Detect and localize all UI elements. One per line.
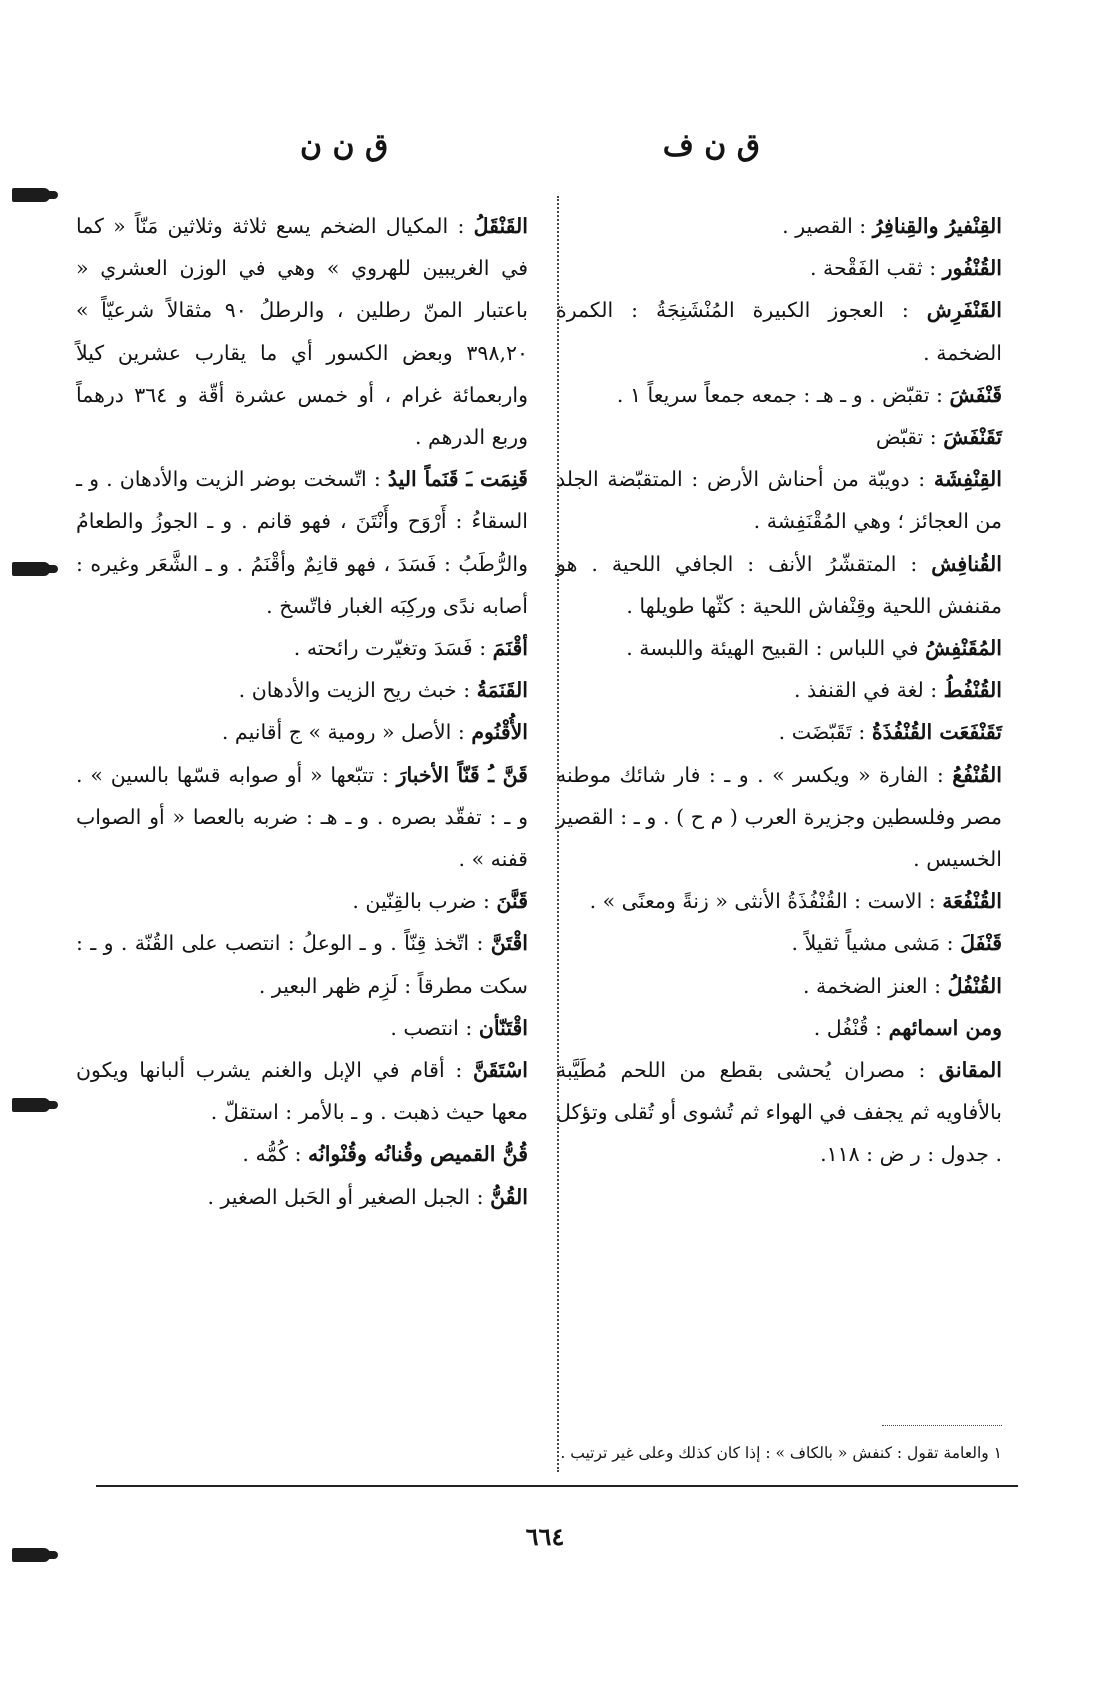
entry-definition: : انتصب . <box>390 1015 473 1040</box>
entry-headword: تَقَنْفَشَ <box>943 425 1002 450</box>
entry-headword: القِنْفيرُ والقِنافِرُ <box>872 214 1002 238</box>
entry-definition: : المتقشّرُ الأنف : الجافي اللحية . هو مقنفش اللحية وقِنْفاش اللحية : كثّها طويلها . <box>556 551 1002 618</box>
dictionary-entry <box>556 711 1002 753</box>
entry-headword: القُنُّ <box>490 1184 528 1209</box>
dictionary-entry <box>76 1176 528 1218</box>
entry-headword: القُنْفُعَة <box>942 889 1002 914</box>
page-number: ٦٦٤ <box>525 1522 565 1551</box>
dictionary-entry <box>76 1133 528 1175</box>
dictionary-entry <box>76 754 528 881</box>
dictionary-entry <box>76 627 528 669</box>
dictionary-entry <box>556 205 1002 247</box>
entry-headword: القُنْفُور <box>942 256 1002 281</box>
entry-definition: : الأصل « رومية » ج أقانيم . <box>221 720 465 745</box>
entry-headword: القُنْفُعُ <box>952 762 1002 787</box>
entry-headword: قَنْفَشَ <box>949 382 1002 407</box>
entry-headword: القُنْفُلُ <box>947 973 1002 998</box>
dictionary-entry <box>556 458 1002 542</box>
entry-definition: : ثقب الفَقْحة . <box>810 256 937 281</box>
dictionary-entry <box>556 669 1002 711</box>
entry-headword: المُقَنْفِشُ <box>925 636 1002 661</box>
entry-headword: قَنَّنَ <box>496 889 528 914</box>
scan-edge-mark <box>12 1098 50 1112</box>
dictionary-entry <box>76 880 528 922</box>
entry-definition: : الاست : القُنْفُذَةُ الأنثى « زنةً ومعنًى » . <box>589 889 936 914</box>
dictionary-entry <box>556 416 1002 458</box>
bottom-rule <box>96 1485 1018 1487</box>
dictionary-entry <box>556 289 1002 373</box>
entry-definition: : دويبّة من أحناش الأرض : المتقبّضة الجلد من العجائز ؛ وهي المُقْنَفِشة . <box>556 467 1002 534</box>
entry-definition: : تقبّض <box>875 425 937 450</box>
scan-edge-mark <box>12 1548 50 1562</box>
entry-headword: قَنِمَت ـَ قَنَماً اليدُ <box>387 467 528 492</box>
entry-headword: ومن اسمائهم <box>888 1015 1002 1040</box>
entry-definition: : القصير . <box>782 214 867 238</box>
dictionary-entry <box>556 880 1002 922</box>
entry-headword: المقانق <box>938 1058 1002 1083</box>
left-column <box>76 205 528 1218</box>
entry-headword: القُنْفُطُ <box>943 678 1002 703</box>
dictionary-entry <box>556 922 1002 964</box>
dictionary-entry <box>556 754 1002 881</box>
entry-definition: : قُنْفُل . <box>813 1015 883 1040</box>
entry-definition: في اللباس : القبيح الهيئة واللبسة . <box>626 636 919 661</box>
entry-headword: اسْتَقَنَّ <box>472 1058 528 1083</box>
entry-headword: قَنَّ ـُ قَنّاً الأخبارَ <box>396 762 528 787</box>
entry-headword: أقْنَمَ <box>492 636 528 661</box>
dictionary-entry <box>556 247 1002 289</box>
entry-definition: : العجوز الكبيرة المُنْشَنِجَةُ : الكمرة الضخمة . <box>556 298 1002 365</box>
entry-definition: : مَشى مشياً ثقيلاً . <box>791 931 954 956</box>
entry-headword: تَقَنْفَعَت القُنْفُذَةُ <box>871 720 1002 745</box>
entry-definition: : المكيال الضخم يسع ثلاثة وثلاثين مَنّاً « كما في الغريبين للهروي » وهي في الوزن العشري « باعتبار المنّ رطلين ، والرطلُ ٩٠ مثقالاً شرعيّاً » ٣٩٨,٢٠ وبعض الكسور أي ما يقارب عشرين كيلاً واربعمائة غرام ، أو خمس عشرة أقّة و ٣٦٤ درهماً وربع الدرهم . <box>76 214 529 450</box>
dictionary-entry <box>556 1007 1002 1049</box>
entry-headword: القَنْقَلُ <box>473 214 528 238</box>
entry-definition: : العنز الضخمة . <box>802 973 942 998</box>
right-column <box>556 205 1002 1176</box>
entry-headword: القِنْفِشَة <box>933 467 1002 492</box>
entry-definition: : الجبل الصغير أو الحَبل الصغير . <box>207 1184 484 1209</box>
column-divider <box>557 196 559 1472</box>
dictionary-entry <box>76 922 528 1006</box>
dictionary-entry <box>76 458 528 627</box>
dictionary-entry <box>76 1007 528 1049</box>
entry-headword: اقْتَنّأن <box>478 1015 528 1040</box>
page-header-right: ق ن ف <box>662 128 760 163</box>
entry-definition: : فَسَدَ وتغيّرت رائحته . <box>293 636 487 661</box>
entry-headword: قُنُّ القميص وقُنانُه وقُنْوانُه <box>308 1142 528 1167</box>
entry-definition: : اتّسخت بوضر الزيت والأدهان . و ـ السقاءُ : أَرْوَح وأَنْتَنَ ، فهو قانم . و ـ الجوزُ والطعامُ والرُّطَبُ : فَسَدَ ، فهو قانِمٌ وأقْنَمُ . و ـ الشَّعَر وغيره : أصابه ندًى وركِبَه الغبار فاتّسخ . <box>76 467 528 618</box>
entry-definition: : تَقَبّضَت . <box>778 720 866 745</box>
entry-definition: : لغة في القنفذ . <box>794 678 938 703</box>
entry-headword: القَنْفَرِش <box>926 298 1002 323</box>
footnote: ١ والعامة تقول : كنفش « بالكاف » : إذا كان كذلك وعلى غير ترتيب . <box>560 1444 1002 1462</box>
entry-definition: : أقام في الإبل والغنم يشرب ألبانها ويكون معها حيث ذهبت . و ـ بالأمر : استقلّ . <box>76 1058 528 1125</box>
footnote-rule <box>882 1425 1002 1426</box>
entry-headword: اقْتَنَّ <box>490 931 528 956</box>
entry-definition: : تتبّعها « أو صوابه قسّها بالسين » . و ـ : تفقّد بصره . و ـ هـ : ضربه بالعصا « أو الصواب قفنه » . <box>76 762 528 872</box>
dictionary-entry <box>556 1049 1002 1176</box>
entry-definition: : ضرب بالقِنّين . <box>352 889 490 914</box>
entry-definition: : اتّخذ قِنّاً . و ـ الوعلُ : انتصب على القُنّة . و ـ : سكت مطرقاً : لَزِم ظهر البعير . <box>76 931 528 998</box>
entry-headword: الأُقْنُوم <box>471 720 528 745</box>
scan-edge-mark <box>12 188 50 202</box>
entry-definition: : خبث ريح الزيت والأدهان . <box>238 678 471 703</box>
dictionary-entry <box>556 627 1002 669</box>
entry-definition: : تقبّض . و ـ هـ : جمعه جمعاً سريعاً ١ . <box>616 382 943 407</box>
dictionary-entry <box>76 1049 528 1133</box>
entry-definition: : الفارة « ويكسر » . و ـ : فار شائك موطنه مصر وفلسطين وجزيرة العرب ( م ح ) . و ـ : القصير الخسيس . <box>556 762 1002 872</box>
dictionary-entry <box>76 669 528 711</box>
entry-definition: : كُمُّه . <box>242 1142 302 1167</box>
page-header-left: ق ن ن <box>300 128 389 163</box>
dictionary-entry <box>556 543 1002 627</box>
entry-headword: القَنَمَةُ <box>476 678 528 703</box>
scan-edge-mark <box>12 562 50 576</box>
dictionary-entry <box>556 965 1002 1007</box>
dictionary-entry <box>556 374 1002 416</box>
entry-headword: القُنافِش <box>931 551 1002 576</box>
dictionary-entry <box>76 205 528 458</box>
entry-headword: قَنْفَلَ <box>960 931 1002 956</box>
entry-definition: : مصران يُحشى بقطع من اللحم مُطَيَّبة بالأفاويه ثم يجفف في الهواء ثم تُشوى أو تُقلى وتؤكل . جدول : ر ض : ١١٨. <box>555 1058 1002 1167</box>
dictionary-entry <box>76 711 528 753</box>
